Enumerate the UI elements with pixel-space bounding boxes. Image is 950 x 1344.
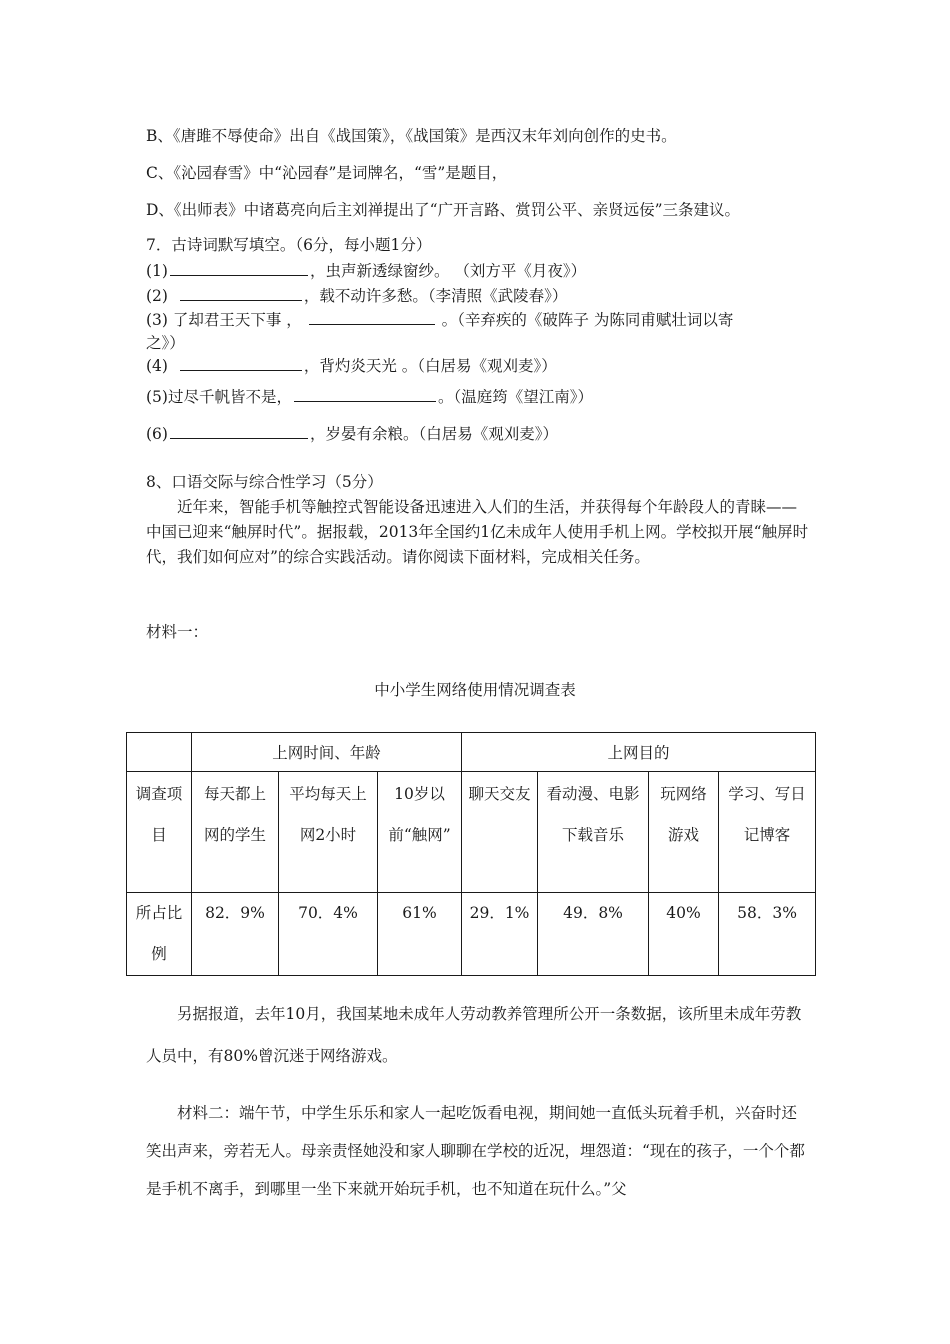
poem-line-3-continued: 之》）: [146, 334, 185, 352]
table-cell: [192, 772, 279, 893]
poem-line-4-text: ，背灼炎天光 。（白居易《观刈麦》）: [303, 357, 557, 375]
poem-line-1: [146, 261, 586, 281]
row-label-items-text: 调查项目: [135, 785, 183, 844]
table-cell: [279, 772, 378, 893]
fill-blank-5[interactable]: [294, 387, 436, 402]
poem-line-1-text: ，虫声新透绿窗纱。 （刘方平《月夜》）: [309, 262, 587, 280]
survey-table: [126, 732, 816, 976]
fill-blank-4[interactable]: [180, 356, 302, 371]
material-2-paragraph: 材料二：端午节，中学生乐乐和家人一起吃饭看电视，期间她一直低头玩着手机，兴奋时还笑出声来，旁若无人。母亲责怪她没和家人聊聊在学校的近况，埋怨道：“现在的孩子，一个个都是手机不离手，到哪里一坐下来就开始玩手机，也不知道在玩什么。”父: [146, 1104, 805, 1198]
poem-line-5-text: 。（温庭筠《望江南》）: [437, 388, 593, 406]
question-7-title: 7．古诗词默写填空。（6分，每小题1分）: [146, 236, 432, 254]
poem-line-1-number: (1): [146, 262, 168, 280]
fill-blank-1[interactable]: [170, 261, 308, 276]
header-time-age: 上网时间、年龄: [192, 733, 462, 772]
column-before-ten: 10岁以前“触网”: [388, 785, 451, 844]
material-1-label: 材料一：: [146, 623, 209, 641]
table-cell: 82．9%: [192, 893, 279, 976]
option-c: C、《沁园春雪》中“沁园春”是词牌名，“雪”是题目，: [146, 164, 508, 182]
poem-line-5: [146, 387, 593, 407]
table-row-ratios: [127, 893, 816, 976]
column-media: 看动漫、电影下载音乐: [546, 785, 640, 844]
row-label-ratio: [127, 893, 192, 976]
table-cell: 61%: [378, 893, 462, 976]
fill-blank-3[interactable]: [309, 310, 435, 325]
table-cell: 29．1%: [462, 893, 538, 976]
poem-line-6-text: ，岁晏有余粮。（白居易《观刈麦》）: [309, 425, 558, 443]
column-study: 学习、写日记博客: [728, 785, 806, 844]
table-cell: 40%: [649, 893, 719, 976]
option-b: B、《唐雎不辱使命》出自《战国策》，《战国策》是西汉末年刘向创作的史书。: [146, 127, 677, 145]
question-8-title: 8、口语交际与综合性学习（5分）: [146, 473, 383, 491]
poem-line-6-number: (6): [146, 425, 168, 443]
column-chat: 聊天交友: [468, 785, 531, 803]
column-two-hours: 平均每天上网2小时: [289, 785, 367, 844]
table-cell: [378, 772, 462, 893]
poem-line-4: [146, 356, 557, 376]
poem-line-3-text: 。（辛弃疾的《破阵子 为陈同甫赋壮词以寄: [436, 311, 734, 329]
poem-line-4-number: (4): [146, 357, 168, 375]
table-cell: [462, 772, 538, 893]
poem-line-2: [146, 286, 567, 306]
table-row-items: [127, 772, 816, 893]
question-8-intro: 近年来，智能手机等触控式智能设备迅速进入人们的生活，并获得每个年龄段人的青睐——中国已迎来“触屏时代”。据报载，2013年全国约1亿未成年人使用手机上网。学校拟开展“触屏时代，我们如何应对”的综合实践活动。请你阅读下面材料，完成相关任务。: [146, 498, 809, 566]
poem-line-2-number: (2): [146, 287, 168, 305]
table-cell: [649, 772, 719, 893]
poem-line-2-text: ，载不动许多愁。（李清照《武陵春》）: [303, 287, 568, 305]
report-paragraph: 另据报道，去年10月，我国某地未成年人劳动教养管理所公开一条数据，该所里未成年劳教人员中，有80%曾沉迷于网络游戏。: [146, 1005, 802, 1065]
table-cell: 58．3%: [719, 893, 816, 976]
table-cell: 49．8%: [538, 893, 649, 976]
table-cell: 70．4%: [279, 893, 378, 976]
poem-line-3-prefix: (3) 了却君王天下事 ，: [146, 311, 302, 329]
table-caption: 中小学生网络使用情况调查表: [374, 681, 576, 699]
table-cell: [538, 772, 649, 893]
row-label-ratio-text: 所占比例: [135, 904, 183, 963]
table-cell: [719, 772, 816, 893]
header-empty-cell: [127, 733, 192, 772]
row-label-items: [127, 772, 192, 893]
column-games: 玩网络游戏: [660, 785, 707, 844]
fill-blank-6[interactable]: [170, 424, 308, 439]
poem-line-6: [146, 424, 558, 444]
fill-blank-2[interactable]: [180, 286, 302, 301]
poem-line-3: [146, 310, 733, 330]
option-d: D、《出师表》中诸葛亮向后主刘禅提出了“广开言路、赏罚公平、亲贤远佞”三条建议。: [146, 201, 741, 219]
poem-line-5-prefix: (5)过尽千帆皆不是，: [146, 388, 292, 406]
table-header-row: [127, 733, 816, 772]
column-daily-online: 每天都上网的学生: [203, 785, 266, 844]
header-purpose: 上网目的: [462, 733, 816, 772]
